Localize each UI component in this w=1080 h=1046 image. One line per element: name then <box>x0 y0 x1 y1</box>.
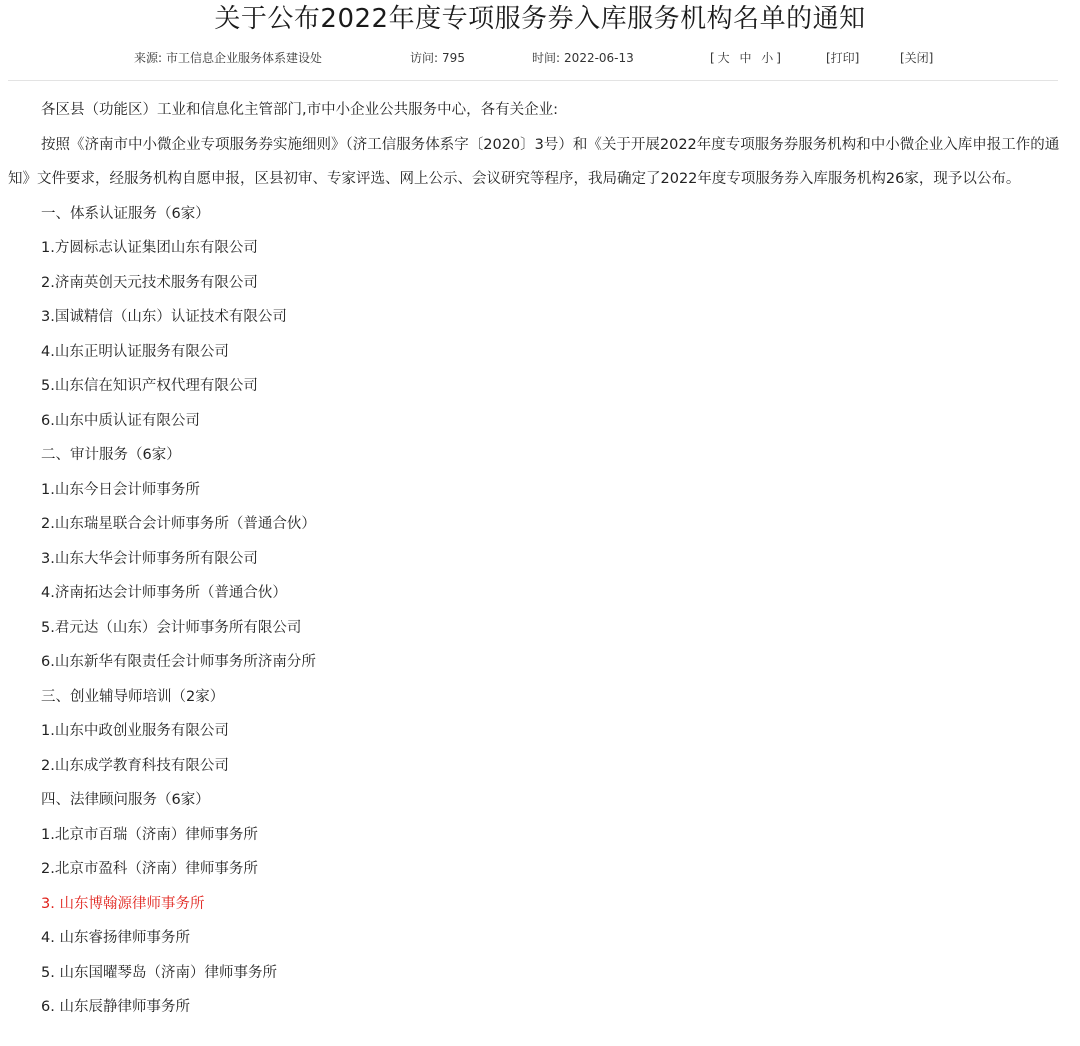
section-heading: 一、体系认证服务（6家） <box>41 205 210 222</box>
list-item: 5. 山东国曜琴岛（济南）律师事务所 <box>41 964 277 981</box>
list-item: 3.国诚精信（山东）认证技术有限公司 <box>41 309 287 325</box>
article-meta <box>0 49 1080 69</box>
visits-value: 795 <box>442 51 465 65</box>
close-button[interactable]: [关闭] <box>900 51 934 65</box>
list-item: 2.山东成学教育科技有限公司 <box>41 757 229 774</box>
visits-label: 访问: <box>410 51 439 65</box>
list-item: 4. 山东睿扬律师事务所 <box>41 930 190 946</box>
visits-info <box>410 49 465 66</box>
list-item: 1.方圆标志认证集团山东有限公司 <box>41 240 258 256</box>
institution-list <box>0 197 1080 1025</box>
list-item: 6.山东新华有限责任会计师事务所济南分所 <box>41 654 316 670</box>
list-item: 2.济南英创天元技术服务有限公司 <box>41 274 258 291</box>
section-heading: 三、创业辅导师培训（2家） <box>41 688 225 705</box>
date-info <box>532 49 634 66</box>
section-heading: 四、法律顾问服务（6家） <box>41 792 210 808</box>
date-label: 时间: <box>532 51 561 65</box>
list-item: 1.山东中政创业服务有限公司 <box>41 723 229 739</box>
source-value: 市工信息企业服务体系建设处 <box>166 51 323 65</box>
list-item: 3.山东大华会计师事务所有限公司 <box>41 550 258 567</box>
list-item: 1.山东今日会计师事务所 <box>41 481 200 498</box>
section-heading: 二、审计服务（6家） <box>41 447 181 463</box>
font-size-button[interactable]: [大 中 小] <box>710 51 784 65</box>
list-item: 6. 山东辰静律师事务所 <box>41 999 190 1015</box>
list-item: 6.山东中质认证有限公司 <box>41 412 200 429</box>
highlighted-list-item: 3. 山东博翰源律师事务所 <box>41 895 205 912</box>
source-info <box>134 49 322 66</box>
list-item: 5.君元达（山东）会计师事务所有限公司 <box>41 619 302 636</box>
date-value: 2022-06-13 <box>564 51 634 65</box>
list-item: 4.山东正明认证服务有限公司 <box>41 343 229 360</box>
page-title: 关于公布2022年度专项服务券入库服务机构名单的通知 <box>214 4 866 34</box>
article-body <box>0 93 1080 1025</box>
list-item: 4.济南拓达会计师事务所（普通合伙） <box>41 585 287 601</box>
source-label: 来源: <box>134 51 163 65</box>
intro-paragraph: 按照《济南市中小微企业专项服务券实施细则》（济工信服务体系字〔2020〕3号）和《关于开展2022年度专项服务券服务机构和中小微企业入库申报工作的通知》文件要求，经服务机构自愿申报，区县初审、专家评选、网上公示、会议研究等程序，我局确定了2022年度专项服务券入库服务机构26家，现予以公布。 <box>8 136 1060 187</box>
list-item: 2.山东瑞星联合会计师事务所（普通合伙） <box>41 516 316 532</box>
list-item: 2.北京市盈科（济南）律师事务所 <box>41 861 258 877</box>
salutation: 各区县（功能区）工业和信息化主管部门,市中小企业公共服务中心，各有关企业: <box>41 102 558 118</box>
print-button[interactable]: [打印] <box>826 51 860 65</box>
divider <box>8 80 1058 81</box>
list-item: 1.北京市百瑞（济南）律师事务所 <box>41 826 258 843</box>
list-item: 5.山东信在知识产权代理有限公司 <box>41 378 258 394</box>
